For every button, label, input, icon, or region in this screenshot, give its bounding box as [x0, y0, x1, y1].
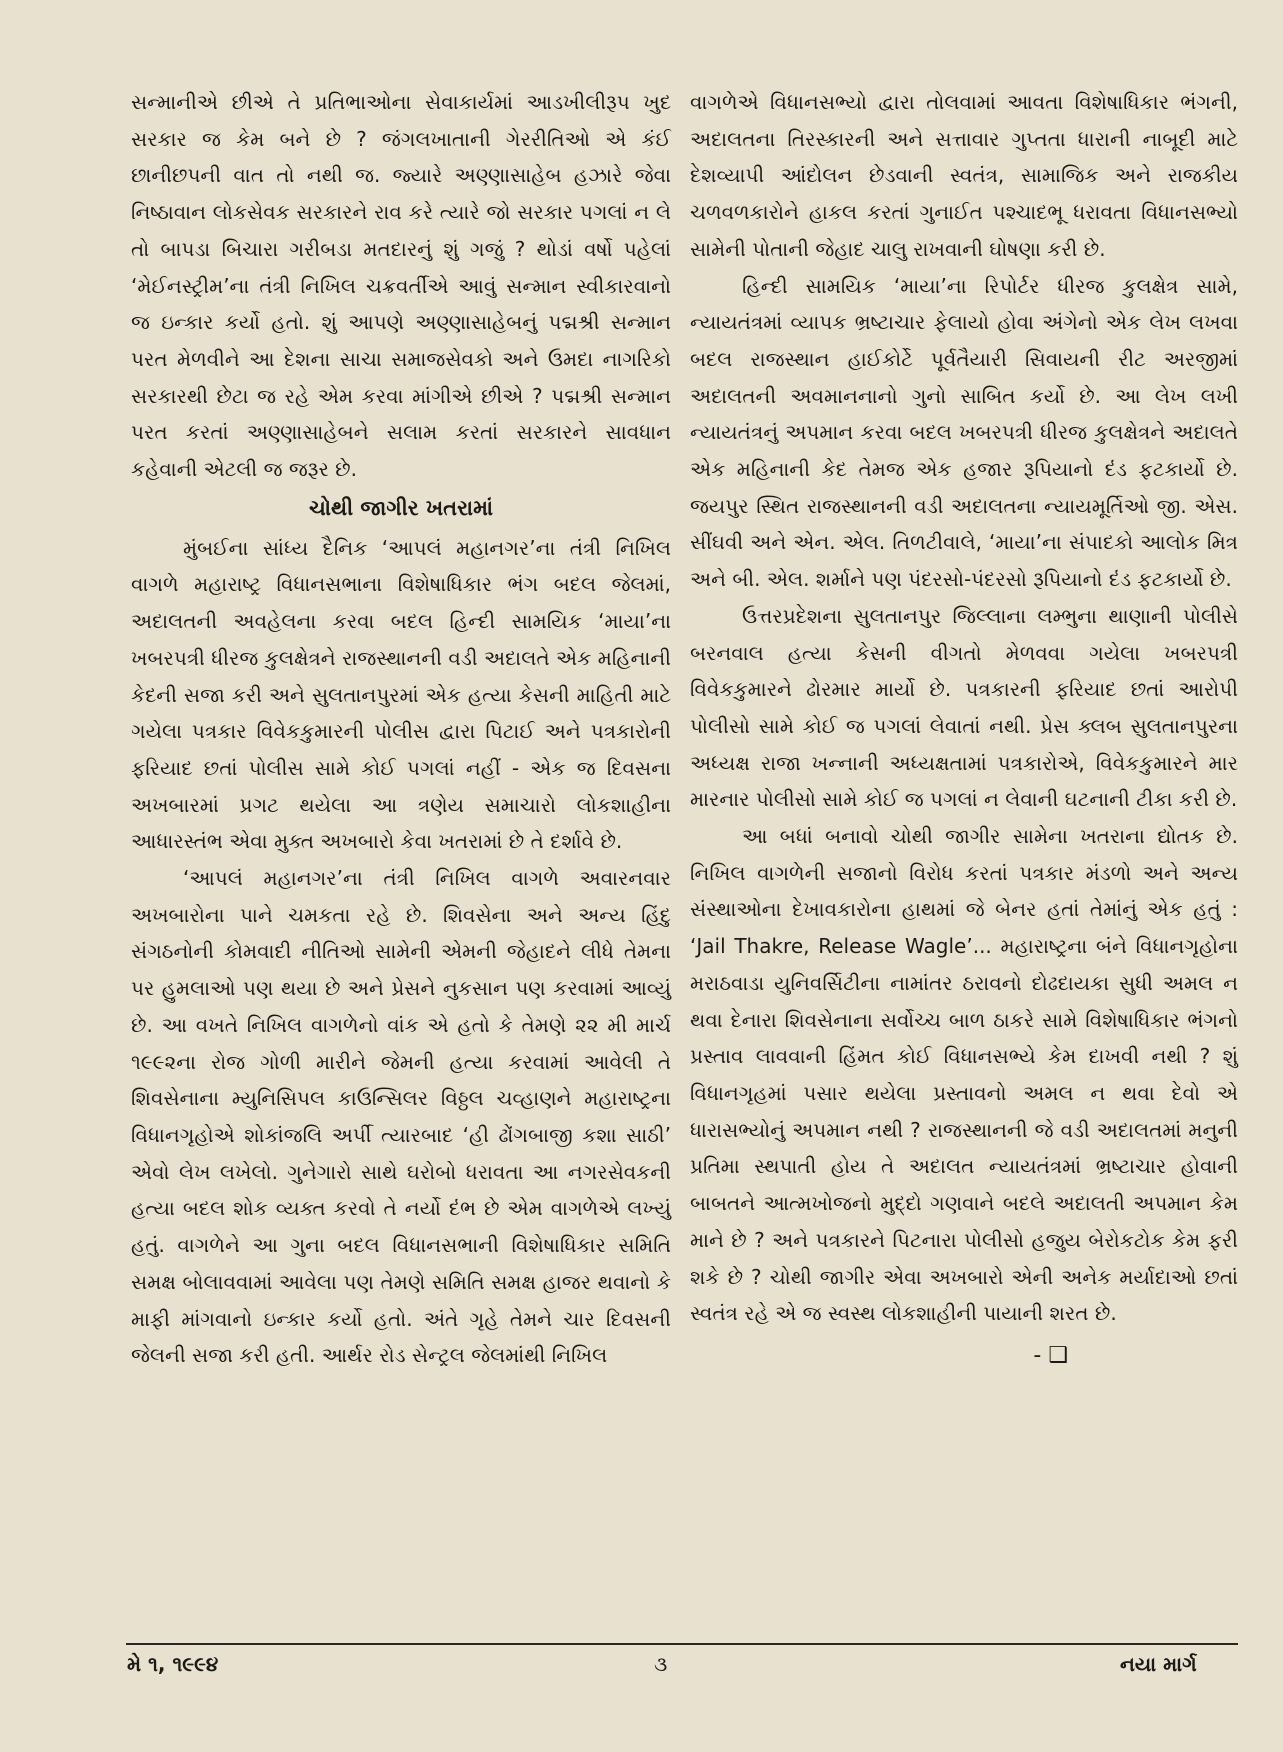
footer-rule — [126, 1643, 1238, 1645]
paragraph: ‘આપલં મહાનગર’ના તંત્રી નિખિલ વાગળે અવારનવાર અખબારોના પાને ચમકતા રહે છે. શિવસેના અને અન્ય હિંદુ સંગઠનોની કોમવાદી નીતિઓ સામેની એમની જેહાદને લીધે તેમના પર હુમલાઓ પણ થયા છે અને પ્રેસને નુકસાન પણ કરવામાં આવ્યું છે. આ વખતે નિખિલ વાગળેનો વાંક એ હતો કે તેમણે ૨૨ મી માર્ચ ૧૯૯૨ના રોજ ગોળી મારીને જેમની હત્યા કરવામાં આવેલી તે શિવસેનાના મ્યુનિસિપલ કાઉન્સિલર વિઠ્ઠલ ચવ્હાણને મહારાષ્ટ્રના વિધાનગૃહોએ શોકાંજલિ અર્પી ત્યારબાદ ‘હી ઢોંગબાજી કશા સાઠી’ એવો લેખ લખેલો. ગુનેગારો સાથે ઘરોબો ધરાવતા આ નગરસેવકની હત્યા બદલ શોક વ્યક્ત કરવો તે નર્યો દંભ છે એમ વાગળેએ લખ્યું હતું. વાગળેને આ ગુના બદલ વિધાનસભાની વિશેષાધિકાર સમિતિ સમક્ષ બોલાવવામાં આવેલા પણ તેમણે સમિતિ સમક્ષ હાજર થવાનો કે માફી માંગવાનો ઇન્કાર કર્યો હતો. અંતે ગૃહે તેમને ચાર દિવસની જેલની સજા કરી હતી. આર્થર રોડ સેન્ટ્રલ જેલમાંથી નિખિલ — [131, 866, 671, 1368]
paragraph: આ બધાં બનાવો ચોથી જાગીર સામેના ખતરાના દ્યોતક છે. નિખિલ વાગળેની સજાનો વિરોધ કરતાં પત્રકાર મંડળો અને અન્ય સંસ્થાઓના દેખાવકારોના હાથમાં જે બેનર હતાં તેમાંનું એક હતું : ‘Jail Thakre, Release Wagle’... મહારાષ્ટ્રના બંને વિધાનગૃહોના મરાઠવાડા યુનિવર્સિટીના નામાંતર ઠરાવનો દોઢદાયકા સુધી અમલ ન થવા દેનારા શિવસેનાના સર્વોચ્ચ બાળ ઠાકરે સામે વિશેષાધિકાર ભંગનો પ્રસ્તાવ લાવવાની હિંમત કોઈ વિધાનસભ્યે કેમ દાખવી નથી ? શું વિધાનગૃહમાં પસાર થયેલા પ્રસ્તાવનો અમલ ન થવા દેવો એ ધારાસભ્યોનું અપમાન નથી ? રાજસ્થાનની જે વડી અદાલતમાં મનુની પ્રતિમા સ્થપાતી હોય તે અદાલત ન્યાયતંત્રમાં ભ્રષ્ટાચાર હોવાની બાબતને આત્મખોજનો મુદ્દો ગણવાને બદલે અદાલતી અપમાન કેમ માને છે ? અને પત્રકારને પિટનારા પોલીસો હજુય બેરોકટોક કેમ ફરી શકે છે ? ચોથી જાગીર એવા અખબારો એની અનેક મર્યાદાઓ છતાં સ્વતંત્ર રહે એ જ સ્વસ્થ લોકશાહીની પાયાની શરત છે. — [690, 824, 1238, 1326]
paragraph: વાગળેએ વિધાનસભ્યો દ્વારા તોલવામાં આવતા વિશેષાધિકાર ભંગની, અદાલતના તિરસ્કારની અને સત્તાવાર ગુપ્તતા ધારાની નાબૂદી માટે દેશવ્યાપી આંદોલન છેડવાની સ્વતંત્ર, સામાજિક અને રાજકીય ચળવળકારોને હાકલ કરતાં ગુનાઈત પશ્ચાદભૂ ધરાવતા વિધાનસભ્યો સામેની પોતાની જેહાદ ચાલુ રાખવાની ઘોષણા કરી છે. — [690, 90, 1238, 261]
paragraph: ઉત્તરપ્રદેશના સુલતાનપુર જિલ્લાના લમ્ભુના થાણાની પોલીસે બરનવાલ હત્યા કેસની વીગતો મેળવવા ગયેલા ખબરપત્રી વિવેકકુમારને ઢોરમાર માર્યો છે. પત્રકારની ફરિયાદ છતાં આરોપી પોલીસો સામે કોઈ જ પગલાં લેવાતાં નથી. પ્રેસ ક્લબ સુલતાનપુરના અધ્યક્ષ રાજા ખન્નાની અધ્યક્ષતામાં પત્રકારોએ, વિવેકકુમારને માર મારનાર પોલીસો સામે કોઈ જ પગલાં ન લેવાની ઘટનાની ટીકા કરી છે. — [690, 603, 1238, 812]
footer-date: મે ૧, ૧૯૯૪ — [127, 1652, 219, 1676]
page-number: ૩ — [654, 1652, 668, 1676]
end-of-article-mark: - ❑ — [1033, 1342, 1068, 1368]
section-heading: ચોથી જાગીર ખતરામાં — [308, 495, 494, 520]
left-column — [131, 84, 671, 1374]
paragraph: હિન્દી સામયિક ‘માયા’ના રિપોર્ટર ધીરજ કુલક્ષેત્ર સામે, ન્યાયતંત્રમાં વ્યાપક ભ્રષ્ટાચાર ફેલાયો હોવા અંગેનો એક લેખ લખવા બદલ રાજસ્થાન હાઈકોર્ટે પૂર્વતૈયારી સિવાયની રીટ અરજીમાં અદાલતની અવમાનનાનો ગુનો સાબિત કર્યો છે. આ લેખ લખી ન્યાયતંત્રનું અપમાન કરવા બદલ ખબરપત્રી ધીરજ કુલક્ષેત્રને અદાલતે એક મહિનાની કેદ તેમજ એક હજાર રૂપિયાનો દંડ ફટકાર્યો છે. જયપુર સ્થિત રાજસ્થાનની વડી અદાલતના ન્યાયમૂર્તિઓ જી. એસ. સીંઘવી અને એન. એલ. તિળટીવાલે, ‘માયા’ના સંપાદકો આલોક મિત્ર અને બી. એલ. શર્માને પણ પંદરસો-પંદરસો રૂપિયાનો દંડ ફટકાર્યો છે. — [690, 273, 1238, 592]
paragraph: મુંબઈના સાંધ્ય દૈનિક ‘આપલં મહાનગર’ના તંત્રી નિખિલ વાગળે મહારાષ્ટ્ર વિધાનસભાના વિશેષાધિકાર ભંગ બદલ જેલમાં, અદાલતની અવહેલના કરવા બદલ હિન્દી સામયિક ‘માયા’ના ખબરપત્રી ધીરજ કુલક્ષેત્રને રાજસ્થાનની વડી અદાલતે એક મહિનાની કેદની સજા કરી અને સુલતાનપુરમાં એક હત્યા કેસની માહિતી માટે ગયેલા પત્રકાર વિવેકકુમારની પોલીસ દ્વારા પિટાઈ અને પત્રકારોની ફરિયાદ છતાં પોલીસ સામે કોઈ પગલાં નહીં - એક જ દિવસના અખબારમાં પ્રગટ થયેલા આ ત્રણેય સમાચારો લોકશાહીના આધારસ્તંભ એવા મુક્ત અખબારો કેવા ખતરામાં છે તે દર્શાવે છે. — [131, 535, 671, 854]
right-column — [690, 84, 1238, 1375]
paragraph: સન્માનીએ છીએ તે પ્રતિભાઓના સેવાકાર્યમાં આડખીલીરૂપ ખુદ સરકાર જ કેમ બને છે ? જંગલખાતાની ગેરરીતિઓ એ કંઈ છાનીછપની વાત તો નથી જ. જ્યારે અણ્ણાસાહેબ હઝારે જેવા નિષ્ઠાવાન લોકસેવક સરકારને રાવ કરે ત્યારે જો સરકાર પગલાં ન લે તો બાપડા બિચારા ગરીબડા મતદારનું શું ગજું ? થોડાં વર્ષો પહેલાં ‘મેઈનસ્ટ્રીમ’ના તંત્રી નિખિલ ચક્રવર્તીએ આવું સન્માન સ્વીકારવાનો જ ઇન્કાર કર્યો હતો. શું આપણે અણ્ણાસાહેબનું પદ્મશ્રી સન્માન પરત મેળવીને આ દેશના સાચા સમાજસેવકો અને ઉમદા નાગરિકો સરકારથી છેટા જ રહે એમ કરવા માંગીએ છીએ ? પદ્મશ્રી સન્માન પરત કરતાં અણ્ણાસાહેબને સલામ કરતાં સરકારને સાવધાન કહેવાની એટલી જ જરૂર છે. — [131, 90, 671, 482]
magazine-name: નયા માર્ગ — [1120, 1652, 1197, 1676]
